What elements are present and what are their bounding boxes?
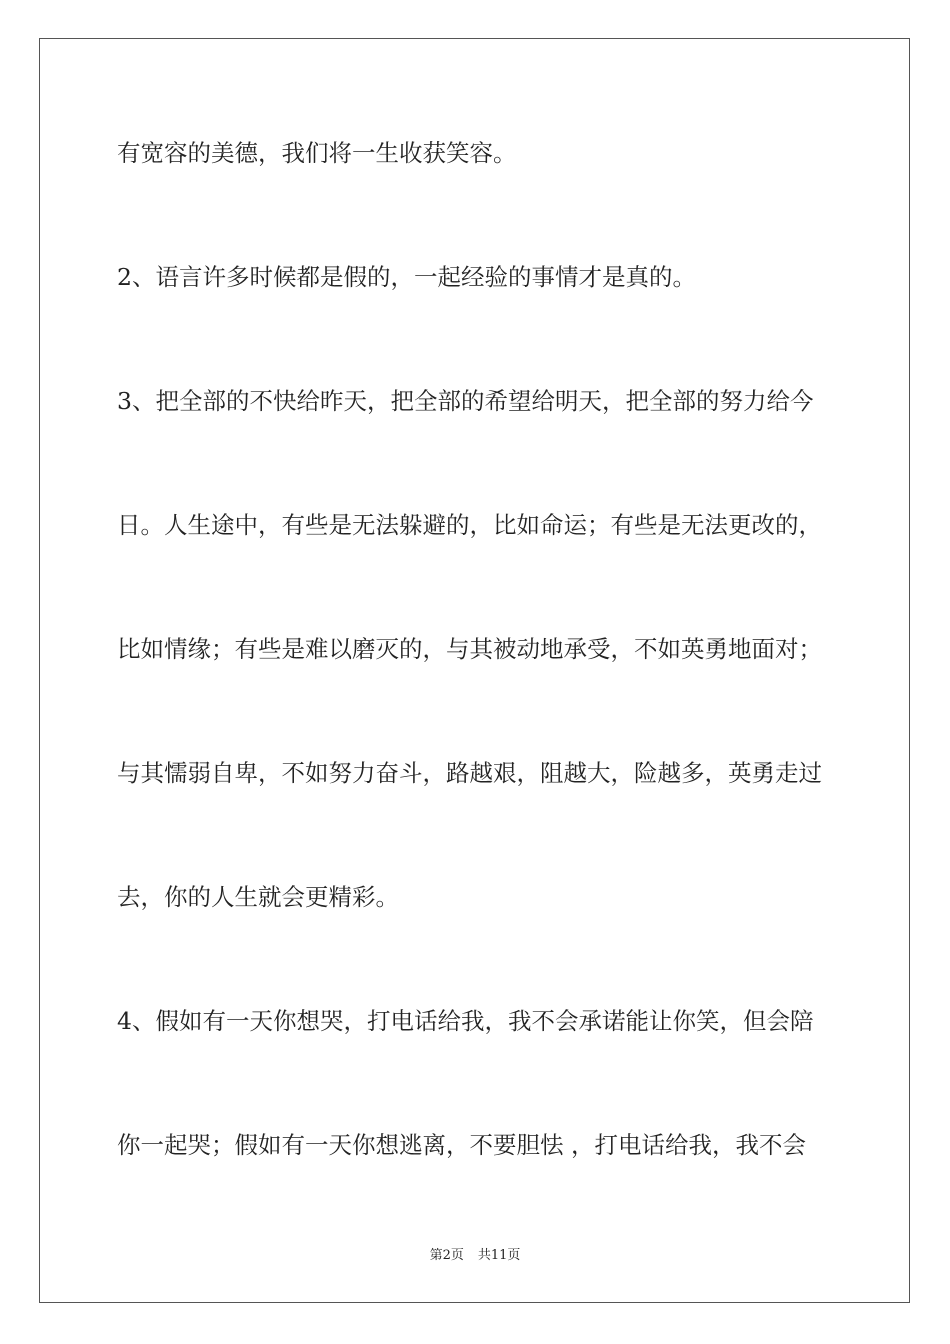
total-pages: 共11页 bbox=[477, 1248, 521, 1263]
page-number: 第2页 bbox=[429, 1248, 464, 1263]
page-border bbox=[39, 38, 910, 1303]
text-line: 2、语言许多时候都是假的，一起经验的事情才是真的。 bbox=[117, 263, 696, 291]
text-line: 比如情缘；有些是难以磨灭的，与其被动地承受，不如英勇地面对； bbox=[117, 635, 822, 663]
page-footer bbox=[0, 1247, 950, 1265]
text-line: 3、把全部的不快给昨天，把全部的希望给明天，把全部的努力给今 bbox=[117, 387, 814, 415]
text-line: 有宽容的美德，我们将一生收获笑容。 bbox=[117, 139, 517, 167]
text-line: 日。人生途中，有些是无法躲避的，比如命运；有些是无法更改的， bbox=[117, 511, 822, 539]
text-line: 你一起哭；假如有一天你想逃离，不要胆怯 ，打电话给我，我不会 bbox=[117, 1131, 806, 1159]
text-line: 与其懦弱自卑，不如努力奋斗，路越艰，阻越大，险越多，英勇走过 bbox=[117, 759, 822, 787]
text-line: 去，你的人生就会更精彩。 bbox=[117, 883, 399, 911]
text-line: 4、假如有一天你想哭，打电话给我，我不会承诺能让你笑，但会陪 bbox=[117, 1007, 814, 1035]
